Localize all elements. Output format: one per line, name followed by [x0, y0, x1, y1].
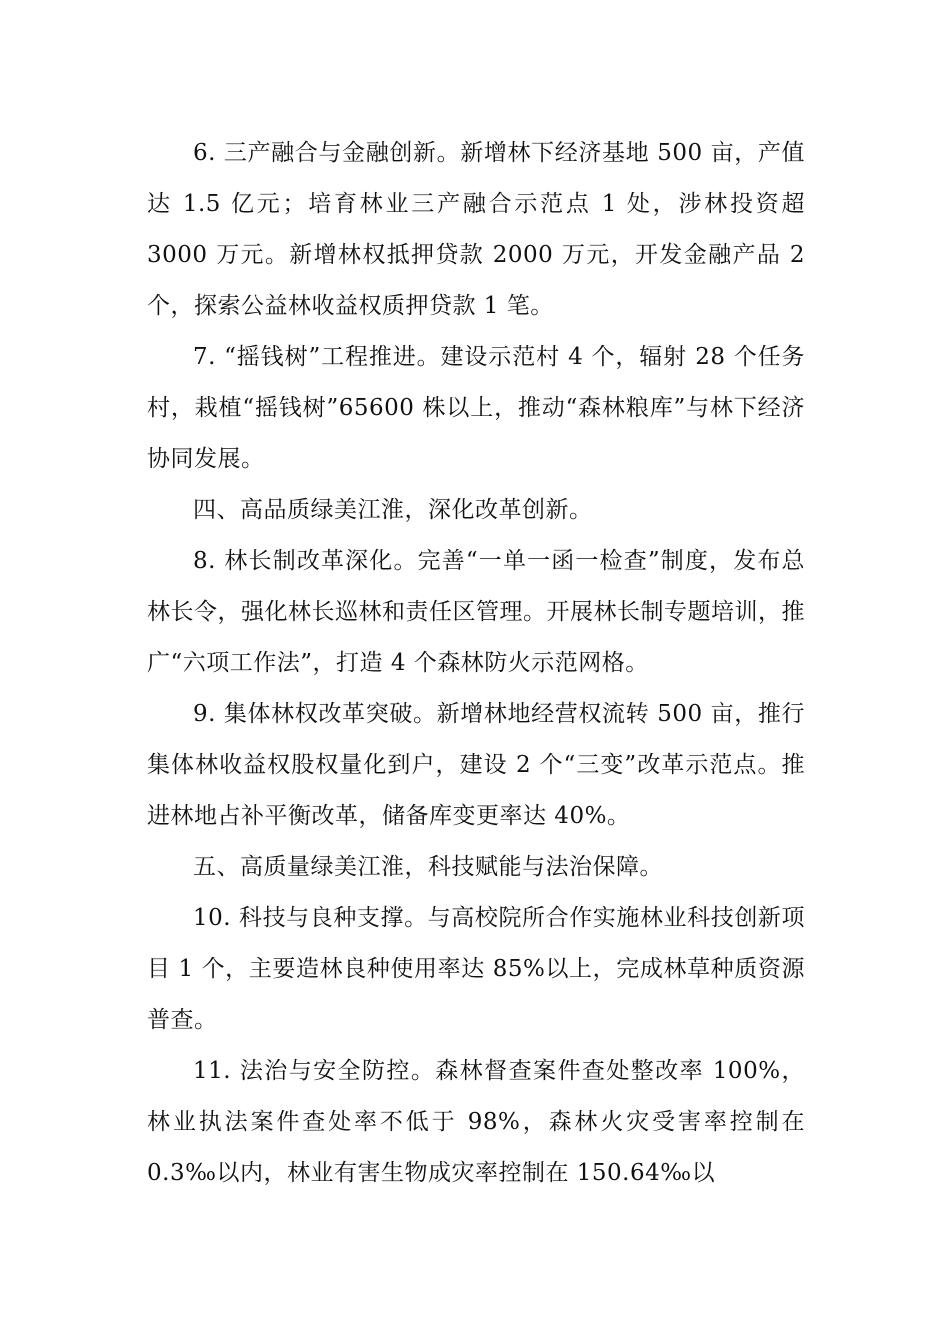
- paragraph-11-law-safety: 11. 法治与安全防控。森林督查案件查处整改率 100%，林业执法案件查处率不低于 98%，森林火灾受害率控制在 0.3‰以内，林业有害生物成灾率控制在 150.64‰以: [147, 1058, 805, 1186]
- paragraph-10-technology-seeds: 10. 科技与良种支撑。与高校院所合作实施林业科技创新项目 1 个，主要造林良种使用率达 85%以上，完成林草种质资源普查。: [147, 905, 805, 1033]
- paragraph-6-industry-finance: 6. 三产融合与金融创新。新增林下经济基地 500 亩，产值达 1.5 亿元；培育林业三产融合示范点 1 处，涉林投资超 3000 万元。新增林权抵押贷款 2000 万元，开发金融产品 2 个，探索公益林收益权质押贷款 1 笔。: [147, 140, 805, 319]
- paragraph-7-money-tree-project: 7. “摇钱树”工程推进。建设示范村 4 个，辐射 28 个任务村，栽植“摇钱树”65600 株以上，推动“森林粮库”与林下经济协同发展。: [147, 344, 805, 472]
- paragraph-8-forest-chief-reform: 8. 林长制改革深化。完善“一单一函一检查”制度，发布总林长令，强化林长巡林和责任区管理。开展林长制专题培训，推广“六项工作法”，打造 4 个森林防火示范网格。: [147, 548, 805, 676]
- section-heading-5: 五、高质量绿美江淮，科技赋能与法治保障。: [193, 854, 663, 880]
- section-heading-4: 四、高品质绿美江淮，深化改革创新。: [193, 497, 593, 523]
- document-body: [147, 128, 805, 1199]
- paragraph-9-collective-forest-rights: 9. 集体林权改革突破。新增林地经营权流转 500 亩，推行集体林收益权股权量化到户，建设 2 个“三变”改革示范点。推进林地占补平衡改革，储备库变更率达 40%。: [147, 701, 805, 829]
